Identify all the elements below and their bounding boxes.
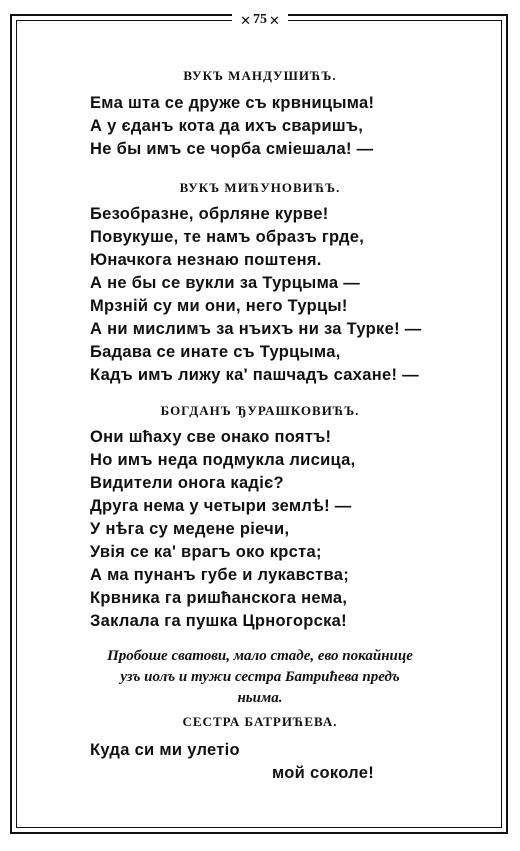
verse-line: Куда си ми улетіо [90,741,240,759]
stage-direction-line: ньима. [237,690,283,706]
verse-line: мой соколе! [272,764,374,782]
verse-line: А ма пунанъ губе и лукавства; [90,566,350,584]
ornament-right-icon: ✕ [269,12,280,28]
verse-line: Бадава се инате съ Турцыма, [90,343,341,361]
verse-line: Не бы имъ се чорба сміешала! — [90,140,374,158]
verse-line: Друга нема у четыри землѣ! — [90,497,352,515]
verse-line: А ни мислимъ за нъихъ ни за Турке! — [90,320,422,338]
verse-line: Но имъ неда подмукла лисица, [90,451,356,469]
page-number: 75 [253,12,267,27]
speaker-heading: ВУКЪ МАНДУШИЋЪ. [183,68,337,83]
speaker-heading: СЕСТРА БАТРИЋЕВА. [182,714,338,729]
speaker-heading: БОГДАНЪ ЂУРАШКОВИЋЪ. [160,403,360,418]
verse-line: Ема шта се друже съ крвницыма! [90,94,375,112]
verse-line: Безобразне, обрляне курве! [90,205,329,223]
verse-line: Крвника га ришћанскога нема, [90,589,348,607]
verse-line: Видители онога кадіє? [90,474,284,492]
verse-line: А не бы се вукли за Турцыма — [90,274,361,292]
verse-line: Повукуше, те намъ образъ грде, [90,228,365,246]
verse-line: А у єданъ кота да ихъ сваришъ, [90,117,364,135]
verse-line: Увія се ка' врагъ око крста; [90,543,322,561]
verse-line: У нѣга су медене ріечи, [90,520,290,538]
verse-line: Мрзній су ми они, него Турцы! [90,297,348,315]
ornament-left-icon: ✕ [240,12,251,28]
verse-line: Заклала га пушка Црногорска! [90,612,347,630]
page-number-ornament [232,8,288,32]
verse-line: Кадъ имъ лижу ка' пашчадъ сахане! — [90,366,419,384]
verse-line: Они шћаху све онако поятъ! [90,428,332,446]
stage-direction-line: узъ иолъ и тужи сестра Батрићева предъ [120,669,400,685]
verse-line: Юначкога незнаю поштеня. [90,251,322,269]
stage-direction-line: Пробоше сватови, мало стаде, ево покайнице [107,648,413,664]
speaker-heading: ВУКЪ МИЋУНОВИЋЪ. [179,180,341,195]
